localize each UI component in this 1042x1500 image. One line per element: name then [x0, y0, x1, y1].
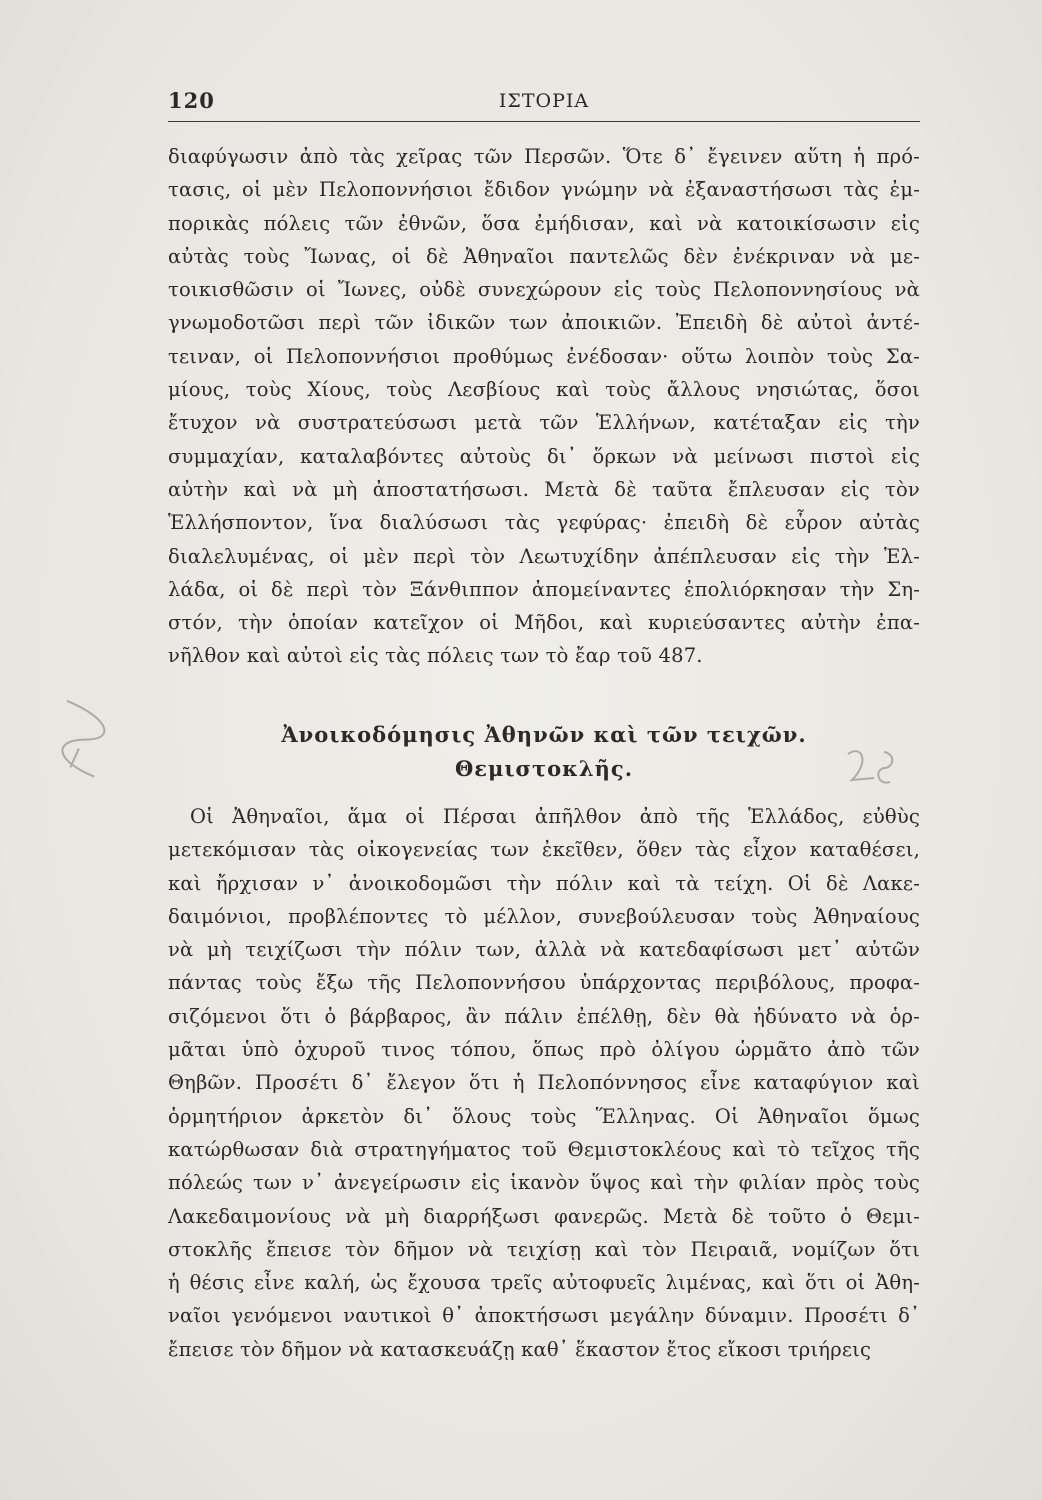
text-line: λάδα, οἱ δὲ περὶ τὸν Ξάνθιππον ἀπομείναντες ἐπολιόρκησαν τὴν Ση-	[168, 577, 920, 601]
text-line: Λακεδαιμονίους νὰ μὴ διαρρήξωσι φανερῶς. Μετὰ δὲ τοῦτο ὁ Θεμι-	[168, 1204, 920, 1228]
text-line: αὐτὰς τοὺς Ἴωνας, οἱ δὲ Ἀθηναῖοι παντελῶς δὲν ἐνέκριναν νὰ με-	[168, 244, 920, 268]
text-line: στοκλῆς ἔπεισε τὸν δῆμον νὰ τειχίσῃ καὶ τὸν Πειραιᾶ, νομίζων ὅτι	[168, 1237, 920, 1261]
text-line: διαφύγωσιν ἀπὸ τὰς χεῖρας τῶν Περσῶν. Ὅτε δ᾽ ἔγεινεν αὕτη ἡ πρό-	[168, 145, 920, 168]
text-line: αὐτὴν καὶ νὰ μὴ ἀποστατήσωσι. Μετὰ δὲ ταῦτα ἔπλευσαν εἰς τὸν	[168, 477, 920, 501]
text-line: συμμαχίαν, καταλαβόντες αὐτοὺς δι᾽ ὅρκων νὰ μείνωσι πιστοὶ εἰς	[168, 444, 920, 468]
text-line: ἡ θέσις εἶνε καλή, ὡς ἔχουσα τρεῖς αὐτοφυεῖς λιμένας, καὶ ὅτι οἱ Ἀθη-	[168, 1271, 920, 1295]
text-line: στόν, τὴν ὁποίαν κατεῖχον οἱ Μῆδοι, καὶ κυριεύσαντες αὐτὴν ἐπα-	[168, 611, 920, 635]
header-rule	[168, 121, 920, 122]
page-header	[168, 88, 920, 122]
paragraph-2	[168, 800, 920, 1366]
text-line: τασις, οἱ μὲν Πελοποννήσιοι ἔδιδον γνώμην νὰ ἐξαναστήσωσι τὰς ἐμ-	[168, 178, 920, 202]
pencil-mark-right	[840, 742, 900, 801]
pencil-mark-left	[38, 688, 131, 790]
paragraph-1	[168, 140, 920, 673]
text-line: καὶ ἤρχισαν ν᾽ ἀνοικοδομῶσι τὴν πόλιν καὶ τὰ τείχη. Οἱ δὲ Λακε-	[168, 871, 920, 895]
pencil-scribble-icon	[38, 688, 123, 789]
text-line: Ἑλλήσποντον, ἵνα διαλύσωσι τὰς γεφύρας· ἐπειδὴ δὲ εὗρον αὐτὰς	[168, 511, 920, 535]
text-line: σιζόμενοι ὅτι ὁ βάρβαρος, ἂν πάλιν ἐπέλθῃ, δὲν θὰ ἠδύνατο νὰ ὁρ-	[168, 1004, 920, 1028]
running-title: ΙΣΤΟΡΙΑ	[498, 90, 590, 112]
text-line: ναῖοι γενόμενοι ναυτικοὶ θ᾽ ἀποκτήσωσι μεγάλην δύναμιν. Προσέτι δ᾽	[168, 1304, 920, 1328]
pencil-scribble-icon-2	[840, 742, 900, 792]
text-line: πάντας τοὺς ἔξω τῆς Πελοποννήσου ὑπάρχοντας περιβόλους, προφα-	[168, 971, 920, 995]
text-line: πόλεώς των ν᾽ ἀνεγείρωσιν εἰς ἱκανὸν ὕψος καὶ τὴν φιλίαν πρὸς τοὺς	[168, 1171, 920, 1195]
text-line: μετεκόμισαν τὰς οἰκογενείας των ἐκεῖθεν, ὅθεν τὰς εἶχον καταθέσει,	[168, 838, 920, 862]
text-line: γνωμοδοτῶσι περὶ τῶν ἰδικῶν των ἀποικιῶν. Ἐπειδὴ δὲ αὐτοὶ ἀντέ-	[168, 311, 920, 335]
text-line: ἔτυχον νὰ συστρατεύσωσι μετὰ τῶν Ἑλλήνων, κατέταξαν εἰς τὴν	[168, 411, 920, 435]
section-heading: Ἀνοικοδόμησις Ἀθηνῶν καὶ τῶν τειχῶν.	[281, 722, 807, 747]
text-line: τοικισθῶσιν οἱ Ἴωνες, οὐδὲ συνεχώρουν εἰς τοὺς Πελοποννησίους νὰ	[168, 278, 920, 302]
text-line: νῆλθον καὶ αὐτοὶ εἰς τὰς πόλεις των τὸ ἔαρ τοῦ 487.	[168, 644, 703, 668]
section-subheading: Θεμιστοκλῆς.	[454, 756, 634, 781]
text-line: κατώρθωσαν διὰ στρατηγήματος τοῦ Θεμιστοκλέους καὶ τὸ τεῖχος τῆς	[168, 1137, 920, 1161]
text-line: πορικὰς πόλεις τῶν ἐθνῶν, ὅσα ἐμήδισαν, καὶ νὰ κατοικίσωσιν εἰς	[168, 211, 920, 235]
text-line: Θηβῶν. Προσέτι δ᾽ ἔλεγον ὅτι ἡ Πελοπόννησος εἶνε καταφύγιον καὶ	[168, 1071, 920, 1095]
text-line: δαιμόνιοι, προβλέποντες τὸ μέλλον, συνεβούλευσαν τοὺς Ἀθηναίους	[168, 904, 920, 928]
text-line: ὁρμητήριον ἀρκετὸν δι᾽ ὅλους τοὺς Ἕλληνας. Οἱ Ἀθηναῖοι ὅμως	[168, 1104, 920, 1128]
text-line: τειναν, οἱ Πελοποννήσιοι προθύμως ἐνέδοσαν· οὕτω λοιπὸν τοὺς Σα-	[168, 344, 920, 368]
page-number: 120	[168, 88, 215, 113]
text-line: μίους, τοὺς Χίους, τοὺς Λεσβίους καὶ τοὺς ἄλλους νησιώτας, ὅσοι	[168, 378, 920, 402]
text-line: ἔπεισε τὸν δῆμον νὰ κατασκευάζῃ καθ᾽ ἕκαστον ἔτος εἴκοσι τριήρεις	[168, 1337, 872, 1361]
text-line: Οἱ Ἀθηναῖοι, ἅμα οἱ Πέρσαι ἀπῆλθον ἀπὸ τῆς Ἑλλάδος, εὐθὺς	[190, 805, 920, 828]
text-line: νὰ μὴ τειχίζωσι τὴν πόλιν των, ἀλλὰ νὰ κατεδαφίσωσι μετ᾽ αὐτῶν	[168, 938, 920, 962]
text-line: διαλελυμένας, οἱ μὲν περὶ τὸν Λεωτυχίδην ἀπέπλευσαν εἰς τὴν Ἑλ-	[168, 544, 920, 568]
text-line: μᾶται ὑπὸ ὀχυροῦ τινος τόπου, ὅπως πρὸ ὀλίγου ὡρμᾶτο ἀπὸ τῶν	[168, 1038, 920, 1062]
